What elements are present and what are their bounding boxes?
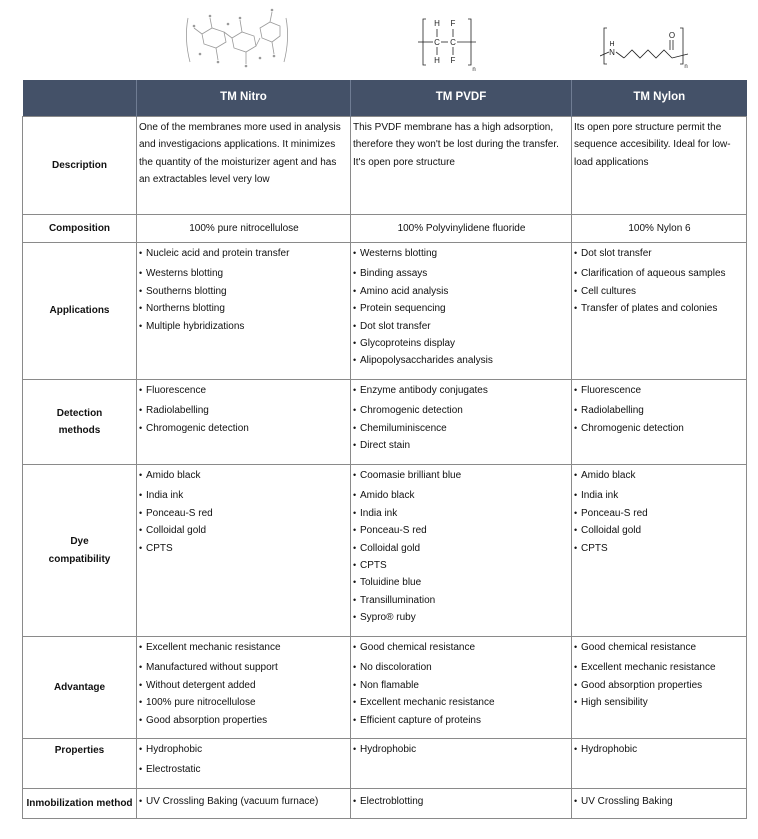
row-label-composition: Composition [23, 215, 137, 243]
pvdf-atom-h-bottom: H [434, 56, 440, 65]
list-item: • Ponceau-S red [353, 522, 570, 539]
bullet-list [353, 741, 570, 758]
row-label-applications: Applications [23, 243, 137, 380]
structure-illustrations [0, 0, 758, 80]
header-tm-pvdf: TM PVDF [351, 80, 572, 117]
list-item: • Hydrophobic [574, 741, 745, 758]
pvdf-atom-f-top: F [450, 19, 456, 28]
list-item: • Sypro® ruby [353, 609, 570, 626]
bullet-list [574, 382, 745, 437]
bullet-list [353, 639, 570, 729]
cell-immobilization-nitro [137, 789, 351, 819]
list-item: • Dot slot transfer [574, 245, 745, 262]
list-item: • Westerns blotting [353, 245, 570, 262]
cell-applications-nitro [137, 243, 351, 380]
cell-detection-nylon [572, 380, 747, 465]
list-item: • UV Crossling Baking (vacuum furnace) [139, 793, 349, 810]
pvdf-atom-c-left: C [434, 38, 440, 47]
cell-detection-pvdf [351, 380, 572, 465]
list-item: • Manufactured without support [139, 659, 349, 676]
list-item: • Radiolabelling [139, 402, 349, 419]
list-item: • India ink [353, 505, 570, 522]
list-item: • Glycoproteins display [353, 335, 570, 352]
list-item: • Amido black [353, 487, 570, 504]
cell-properties-nylon [572, 739, 747, 789]
list-item: • Good absorption properties [139, 712, 349, 729]
cell-advantage-nitro [137, 637, 351, 739]
bullet-list [353, 245, 570, 370]
list-item: • Toluidine blue [353, 574, 570, 591]
list-item: • Fluorescence [139, 382, 349, 399]
list-item: • Clarification of aqueous samples [574, 265, 745, 282]
row-label-detection-line2: methods [58, 425, 101, 436]
list-item: • CPTS [353, 557, 570, 574]
row-properties [23, 739, 747, 789]
row-label-dye-line1: Dye [70, 536, 89, 548]
header-tm-nylon: TM Nylon [572, 80, 747, 117]
row-composition [23, 215, 747, 243]
cell-properties-pvdf [351, 739, 572, 789]
list-item: • Ponceau-S red [139, 505, 349, 522]
cell-dye-nylon [572, 465, 747, 637]
cell-description-nitro: One of the membranes more used in analysis and investigacions applications. It minimizes the quantity of the moisturizer agent and has an extractables level very low [137, 117, 351, 215]
list-item: • No discoloration [353, 659, 570, 676]
nitrocellulose-structure-icon [182, 4, 292, 74]
list-item: • Direct stain [353, 437, 570, 454]
cell-applications-pvdf [351, 243, 572, 380]
pvdf-subscript-n: n [472, 67, 476, 73]
bullet-list [139, 467, 349, 557]
pvdf-atom-h-top: H [434, 19, 440, 28]
list-item: • Coomasie brilliant blue [353, 467, 570, 484]
bullet-list [574, 467, 745, 557]
cell-composition-nitro: 100% pure nitrocellulose [137, 215, 351, 243]
list-item: • Colloidal gold [574, 522, 745, 539]
list-item: • Binding assays [353, 265, 570, 282]
list-item: • Amino acid analysis [353, 283, 570, 300]
pvdf-atom-f-bottom: F [450, 56, 456, 65]
bullet-list [574, 245, 745, 318]
nylon-atom-o: O [668, 31, 676, 40]
list-item: • Chromogenic detection [139, 420, 349, 437]
list-item: • Non flamable [353, 677, 570, 694]
cell-advantage-pvdf [351, 637, 572, 739]
row-label-detection-line1: Detection [56, 407, 103, 419]
bullet-list [574, 741, 745, 758]
pvdf-structure-icon [418, 15, 478, 75]
list-item: • High sensibility [574, 694, 745, 711]
list-item: • Without detergent added [139, 677, 349, 694]
list-item: • Transfer of plates and colonies [574, 300, 745, 317]
list-item: • Hydrophobic [353, 741, 570, 758]
row-dye-compatibility [23, 465, 747, 637]
row-detection-methods [23, 380, 747, 465]
list-item: • Amido black [574, 467, 745, 484]
cell-dye-nitro [137, 465, 351, 637]
list-item: • India ink [139, 487, 349, 504]
cell-composition-pvdf: 100% Polyvinylidene fluoride [351, 215, 572, 243]
list-item: • CPTS [574, 540, 745, 557]
row-advantage [23, 637, 747, 739]
nylon-atom-n: N [609, 48, 615, 57]
row-applications [23, 243, 747, 380]
list-item: • Electroblotting [353, 793, 570, 810]
list-item: • Chromogenic detection [353, 402, 570, 419]
list-item: • Good chemical resistance [574, 639, 745, 656]
list-item: • Excellent mechanic resistance [139, 639, 349, 656]
membrane-comparison-table [22, 80, 747, 819]
list-item: • Amido black [139, 467, 349, 484]
row-label-immobilization: Inmobilization method [23, 789, 137, 819]
bullet-list [574, 793, 745, 810]
list-item: • Protein sequencing [353, 300, 570, 317]
row-label-properties: Properties [23, 739, 137, 789]
cell-properties-nitro [137, 739, 351, 789]
cell-dye-pvdf [351, 465, 572, 637]
list-item: • Nucleic acid and protein transfer [139, 245, 349, 262]
list-item: • Dot slot transfer [353, 318, 570, 335]
list-item: • Westerns blotting [139, 265, 349, 282]
bullet-list [353, 793, 570, 810]
cell-advantage-nylon [572, 637, 747, 739]
pvdf-atom-c-right: C [450, 38, 456, 47]
list-item: • Fluorescence [574, 382, 745, 399]
list-item: • Electrostatic [139, 761, 349, 778]
row-immobilization-method [23, 789, 747, 819]
bullet-list [139, 741, 349, 779]
nylon-subscript-n: n [684, 64, 688, 70]
list-item: • Multiple hybridizations [139, 318, 349, 335]
bullet-list [353, 467, 570, 627]
cell-detection-nitro [137, 380, 351, 465]
list-item: • Excellent mechanic resistance [353, 694, 570, 711]
cell-immobilization-nylon [572, 789, 747, 819]
list-item: • Northerns blotting [139, 300, 349, 317]
table-header-row [23, 80, 747, 117]
list-item: • India ink [574, 487, 745, 504]
cell-description-pvdf: This PVDF membrane has a high adsorption, therefore they won't be lost during the transfer. It's open pore structure [351, 117, 572, 215]
list-item: • CPTS [139, 540, 349, 557]
list-item: • Transillumination [353, 592, 570, 609]
bullet-list [139, 382, 349, 437]
list-item: • Southerns blotting [139, 283, 349, 300]
list-item: • Efficient capture of proteins [353, 712, 570, 729]
nylon-atom-h: H [609, 41, 615, 48]
row-label-dye-line2: compatibility [48, 553, 111, 565]
list-item: • Hydrophobic [139, 741, 349, 758]
cell-immobilization-pvdf [351, 789, 572, 819]
cell-description-nylon: Its open pore structure permit the sequence accesibility. Ideal for low-load applications [572, 117, 747, 215]
list-item: • UV Crossling Baking [574, 793, 745, 810]
header-blank [23, 80, 137, 117]
list-item: • Good absorption properties [574, 677, 745, 694]
bullet-list [139, 793, 349, 810]
bullet-list [353, 382, 570, 455]
row-description [23, 117, 747, 215]
list-item: • Alipopolysaccharides analysis [353, 352, 570, 369]
bullet-list [574, 639, 745, 712]
list-item: • Good chemical resistance [353, 639, 570, 656]
bullet-list [139, 639, 349, 729]
list-item: • Chromogenic detection [574, 420, 745, 437]
row-label-dye-compatibility [23, 465, 137, 637]
list-item: • Enzyme antibody conjugates [353, 382, 570, 399]
row-label-detection-methods [23, 380, 137, 465]
row-label-advantage: Advantage [23, 637, 137, 739]
list-item: • Excellent mechanic resistance [574, 659, 745, 676]
nylon-structure-icon [600, 22, 690, 72]
list-item: • Ponceau-S red [574, 505, 745, 522]
list-item: • 100% pure nitrocellulose [139, 694, 349, 711]
cell-composition-nylon: 100% Nylon 6 [572, 215, 747, 243]
cell-applications-nylon [572, 243, 747, 380]
list-item: • Cell cultures [574, 283, 745, 300]
list-item: • Radiolabelling [574, 402, 745, 419]
header-tm-nitro: TM Nitro [137, 80, 351, 117]
list-item: • Colloidal gold [353, 540, 570, 557]
bullet-list [139, 245, 349, 335]
row-label-description: Description [23, 117, 137, 215]
list-item: • Colloidal gold [139, 522, 349, 539]
list-item: • Chemiluminiscence [353, 420, 570, 437]
